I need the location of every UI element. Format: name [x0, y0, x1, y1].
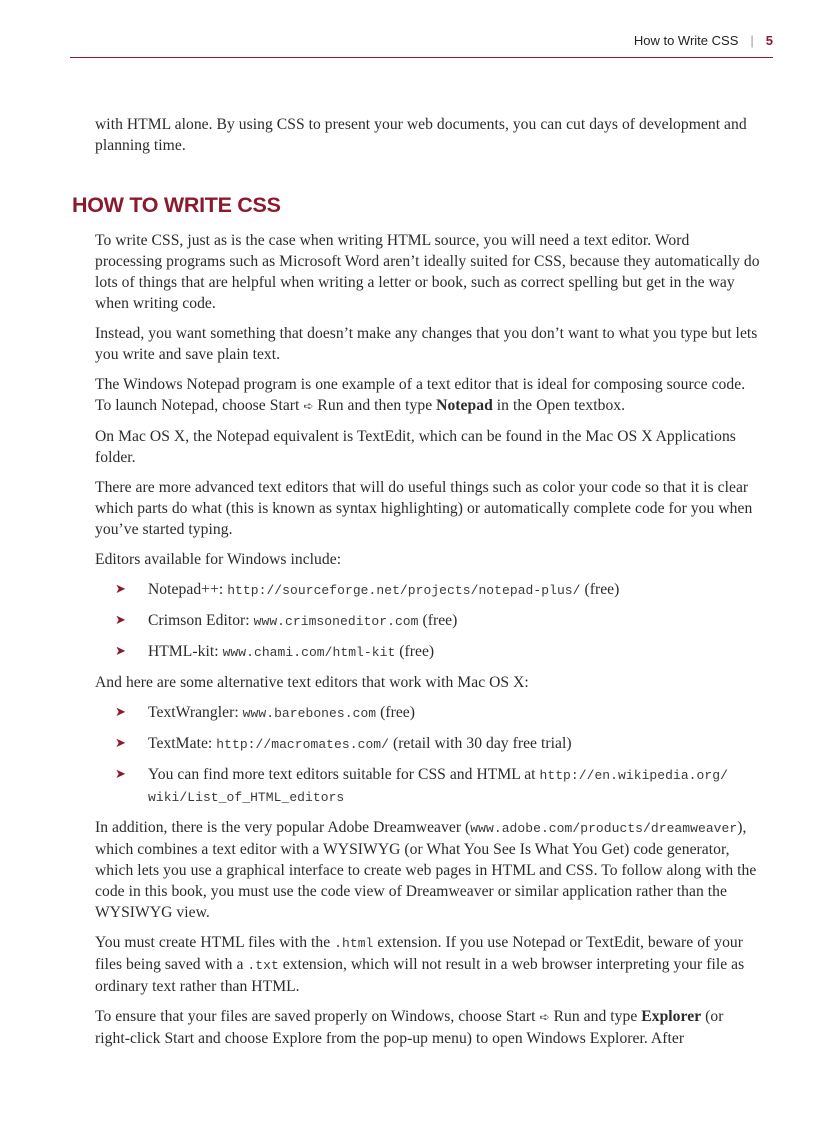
editor-url[interactable]: www.barebones.com: [242, 706, 377, 721]
dreamweaver-url[interactable]: www.adobe.com/products/dreamweaver: [470, 821, 738, 836]
header-separator: |: [750, 33, 754, 48]
list-item: ➤ TextWrangler: www.barebones.com (free): [115, 704, 416, 721]
menu-arrow-icon: ➪: [303, 399, 314, 413]
bullet-arrow-icon: ➤: [115, 644, 126, 659]
mac-editor-list: [95, 702, 760, 808]
intro-continuation: with HTML alone. By using CSS to present your web documents, you can cut days of development and planning time.: [95, 116, 747, 154]
list-item: ➤ Crimson Editor: www.crimsoneditor.com (free): [115, 612, 458, 629]
windows-editor-list: [95, 579, 760, 663]
paragraph-notepad: The Windows Notepad program is one example of a text editor that is ideal for composing source code. To launch Notepad, choose Start ➪ Run and then type Notepad in the Open textbox.: [95, 376, 746, 414]
paragraph-mac-intro: And here are some alternative text editors that work with Mac OS X:: [95, 674, 529, 691]
paragraph-text-editor: To write CSS, just as is the case when writing HTML source, you will need a text editor. Word processing programs such as Microsoft Word aren’t ideally suited for CSS, because they automatically do lots of things that are helpful when writing a letter or book, such as correct spelling but get in the way when writing code.: [95, 232, 760, 312]
paragraph-windows-intro: Editors available for Windows include:: [95, 551, 342, 568]
page-number: 5: [765, 33, 773, 48]
list-item: ➤ HTML-kit: www.chami.com/html-kit (free): [115, 643, 435, 660]
running-header: [634, 31, 773, 51]
txt-extension-code: .txt: [247, 958, 279, 973]
bullet-arrow-icon: ➤: [115, 582, 126, 597]
html-extension-code: .html: [334, 936, 374, 951]
editor-url[interactable]: http://macromates.com/: [216, 737, 389, 752]
bullet-arrow-icon: ➤: [115, 736, 126, 751]
list-item: ➤ You can find more text editors suitable for CSS and HTML at http://en.wikipedia.org/ wiki/List_of_HTML_editors: [115, 766, 728, 805]
list-item: ➤ Notepad++: http://sourceforge.net/projects/notepad-plus/ (free): [115, 581, 620, 598]
list-item: ➤ TextMate: http://macromates.com/ (retail with 30 day free trial): [115, 735, 572, 752]
bullet-arrow-icon: ➤: [115, 613, 126, 628]
menu-arrow-icon: ➪: [539, 1010, 550, 1024]
paragraph-textedit: On Mac OS X, the Notepad equivalent is TextEdit, which can be found in the Mac OS X Applications folder.: [95, 428, 736, 466]
editor-url[interactable]: http://en.wikipedia.org/ wiki/List_of_HTML_editors: [148, 768, 728, 805]
section-heading: HOW TO WRITE CSS: [72, 193, 281, 217]
bullet-arrow-icon: ➤: [115, 705, 126, 720]
page-body: [72, 114, 760, 1058]
notepad-keyword: Notepad: [436, 397, 493, 414]
paragraph-file-extension: You must create HTML files with the .html extension. If you use Notepad or TextEdit, beware of your files being saved with a .txt extension, which will not result in a web browser interpreting your file as ordinary text rather than HTML.: [95, 934, 745, 995]
running-title: How to Write CSS: [633, 33, 739, 48]
editor-url[interactable]: www.chami.com/html-kit: [222, 645, 396, 660]
paragraph-explorer: To ensure that your files are saved properly on Windows, choose Start ➪ Run and type Explorer (or right-click Start and choose Explore from the pop-up menu) to open Windows Explorer. After: [95, 1008, 724, 1047]
paragraph-plain-text: Instead, you want something that doesn’t make any changes that you don’t want to what you type but lets you write and save plain text.: [95, 325, 758, 363]
editor-url[interactable]: www.crimsoneditor.com: [253, 614, 419, 629]
bullet-arrow-icon: ➤: [115, 767, 126, 782]
header-rule: [70, 57, 773, 58]
explorer-keyword: Explorer: [641, 1008, 702, 1025]
paragraph-dreamweaver: In addition, there is the very popular Adobe Dreamweaver (www.adobe.com/products/dreamweaver), which combines a text editor with a WYSIWYG (or What You See Is What You Get) code generator, which lets you use a graphical interface to create web pages in HTML and CSS. To follow along with the code in this book, you must use the code view of Dreamweaver or similar application rather than the WYSIWYG view.: [95, 819, 757, 921]
paragraph-advanced-editors: There are more advanced text editors that will do useful things such as color your code so that it is clear which parts do what (this is known as syntax highlighting) or automatically complete code for you when you’ve started typing.: [95, 479, 753, 538]
editor-url[interactable]: http://sourceforge.net/projects/notepad-plus/: [227, 583, 581, 598]
